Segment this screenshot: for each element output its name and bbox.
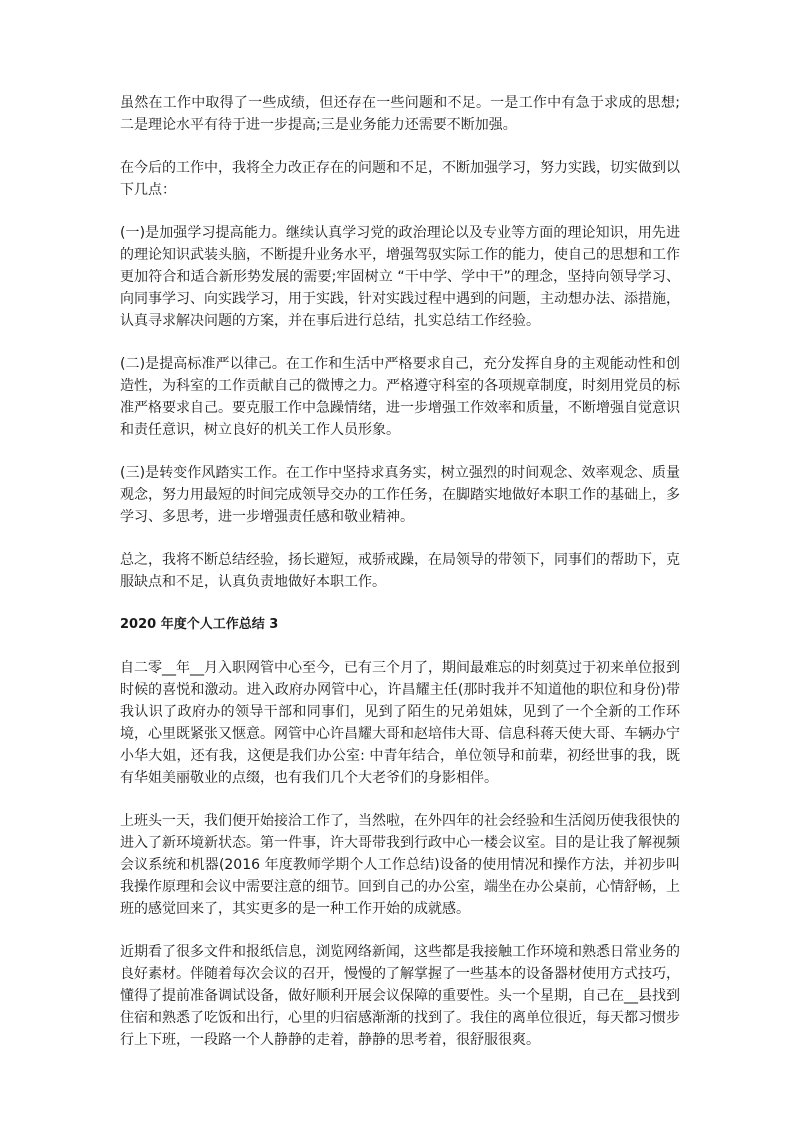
paragraph-future-plan: 在今后的工作中，我将全力改正存在的问题和不足，不断加强学习，努力实践，切实做到以下几点： <box>120 160 680 198</box>
paragraph-point-one: (一)是加强学习提高能力。继续认真学习党的政治理论以及专业等方面的理论知识，用先进的理论知识武装头脑，不断提升业务水平，增强驾驭实际工作的能力，使自己的思想和工作更加符合和适合新形势发展的需要;牢固树立 “干中学、学中干”的理念，坚持向领导学习、向同事学习、向实践学习，用于实践，针对实践过程中遇到的问题，主动想办法、添措施，认真寻求解决问题的方案，并在事后进行总结，扎实总结工作经验。 <box>120 225 680 329</box>
paragraph-conclusion: 总之，我将不断总结经验，扬长避短，戒骄戒躁，在局领导的带领下，同事们的帮助下，克服缺点和不足，认真负责地做好本职工作。 <box>120 552 680 590</box>
paragraph-joining: 自二零__年__月入职网管中心至今，已有三个月了，期间最难忘的时刻莫过于初来单位报到时候的喜悦和激动。进入政府办网管中心，许昌耀主任(那时我并不知道他的职位和身份)带我认识了政府办的领导干部和同事们，见到了陌生的兄弟姐妹，见到了一个全新的工作环境，心里既紧张又惬意。网管中心许昌耀大哥和赵培伟大哥、信息科蒋天使大哥、车辆办宁小华大姐，还有我，这便是我们办公室: 中青年结合，单位领导和前辈，初经世事的我，既有华姐美丽敬业的点缀，也有我们几个大老爷们的身影相伴。 <box>120 660 680 786</box>
paragraph-recent: 近期看了很多文件和报纸信息，浏览网络新闻，这些都是我接触工作环境和熟悉日常业务的良好素材。伴随着每次会议的召开，慢慢的了解掌握了一些基本的设备器材使用方式技巧，懂得了提前准备调试设备，做好顺利开展会议保障的重要性。头一个星期，自己在__县找到住宿和熟悉了吃饭和出行，心里的归宿感渐渐的找到了。我住的离单位很近，每天都习惯步行上下班，一段路一个人静静的走着，静静的思考着，很舒服很爽。 <box>120 944 680 1048</box>
paragraph-point-two: (二)是提高标准严以律己。在工作和生活中严格要求自己，充分发挥自身的主观能动性和创造性，为科室的工作贡献自己的微博之力。严格遵守科室的各项规章制度，时刻用党员的标准严格要求自己。要克服工作中急躁情绪，进一步增强工作效率和质量，不断增强自觉意识和责任意识，树立良好的机关工作人员形象。 <box>120 356 680 438</box>
paragraph-first-day: 上班头一天，我们便开始接洽工作了，当然啦，在外四年的社会经验和生活阅历使我很快的进入了新环境新状态。第一件事，许大哥带我到行政中心一楼会议室。目的是让我了解视频会议系统和机器(2016 年度教师学期个人工作总结)设备的使用情况和操作方法，并初步叫我操作原理和会议中需要注意的细节。回到自己的办公室，端坐在办公桌前，心情舒畅，上班的感觉回来了，其实更多的是一种工作开始的成就感。 <box>120 813 680 917</box>
section-title: 2020 年度个人工作总结 3 <box>120 617 279 632</box>
paragraph-shortcomings: 虽然在工作中取得了一些成绩，但还存在一些问题和不足。一是工作中有急于求成的思想;二是理论水平有待于进一步提高;三是业务能力还需要不断加强。 <box>120 95 680 133</box>
document-body <box>120 92 680 1072</box>
paragraph-point-three: (三)是转变作风踏实工作。在工作中坚持求真务实，树立强烈的时间观念、效率观念、质量观念，努力用最短的时间完成领导交办的工作任务，在脚踏实地做好本职工作的基础上，多学习、多思考，进一步增强责任感和敬业精神。 <box>120 465 680 525</box>
